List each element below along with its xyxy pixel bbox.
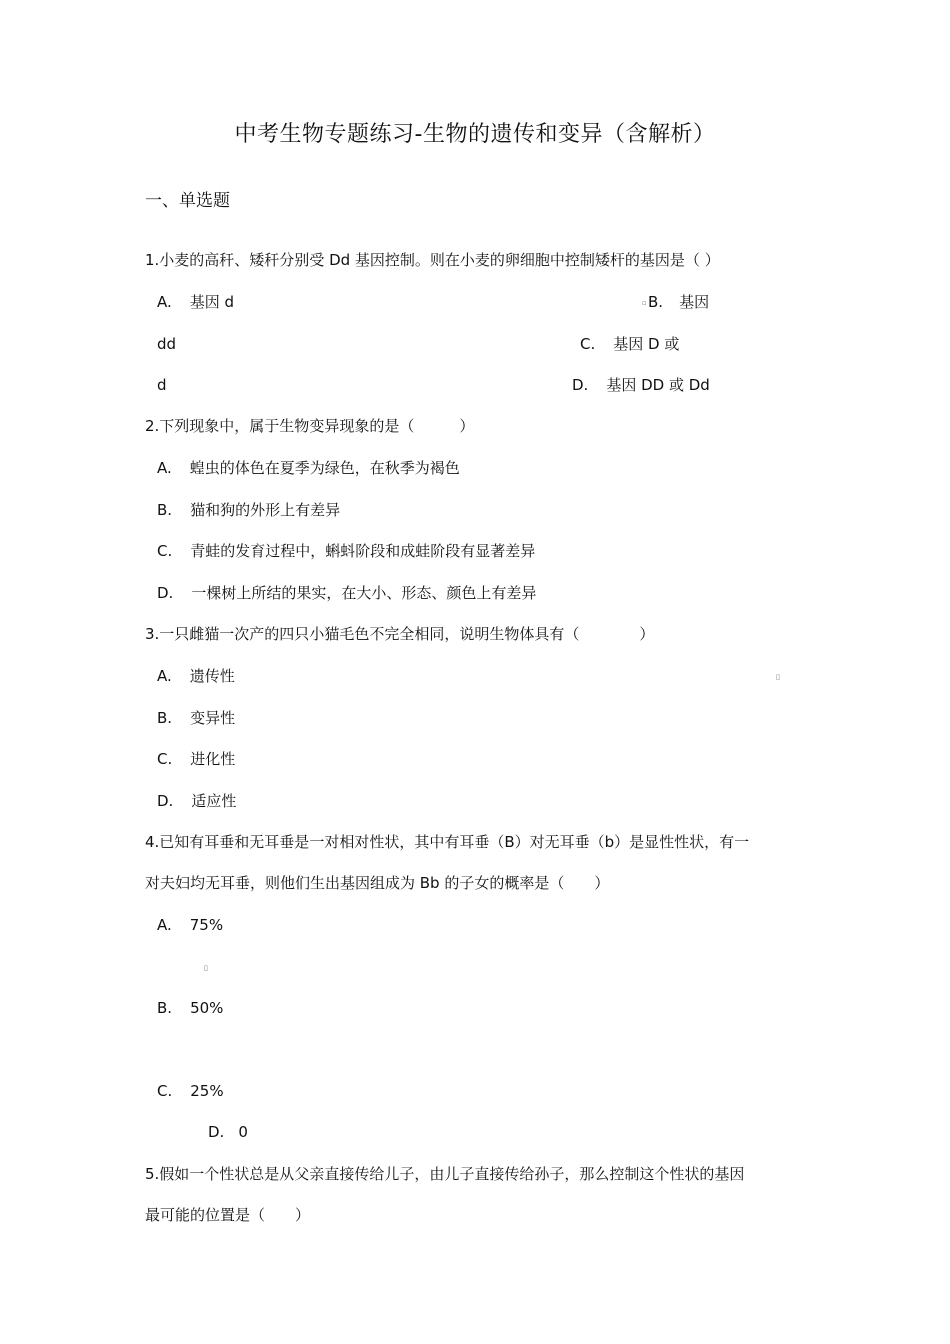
option-text: 基因 DD 或 Dd: [606, 376, 710, 394]
option-text: 75%: [189, 916, 224, 934]
option-text: 变异性: [190, 709, 236, 727]
option-letter: D.: [157, 792, 174, 810]
q4-option-c: [157, 1081, 224, 1101]
q1-option-b: [648, 292, 709, 312]
option-letter: B.: [157, 501, 173, 519]
q1-option-a: [157, 292, 234, 312]
option-text: 一棵树上所结的果实，在大小、形态、颜色上有差异: [191, 584, 537, 602]
option-text: 基因 D 或: [613, 335, 680, 353]
q1-option-c-continued: d: [157, 376, 167, 394]
q2-option-d: [157, 583, 536, 603]
option-letter: D.: [157, 584, 174, 602]
option-letter: A.: [157, 916, 172, 934]
q4-option-b: [157, 998, 223, 1018]
q3-option-a: [157, 666, 235, 686]
option-letter: C.: [580, 335, 596, 353]
option-letter: B.: [648, 293, 664, 311]
q2-option-b: [157, 500, 340, 520]
option-text: 遗传性: [189, 667, 235, 685]
question-4-stem-line-1: 4.已知有耳垂和无耳垂是一对相对性状，其中有耳垂（B）对无耳垂（b）是显性性状，有一: [145, 833, 750, 851]
option-letter: A.: [157, 293, 172, 311]
option-letter: B.: [157, 999, 173, 1017]
placeholder-glyph-icon: ▯: [204, 964, 208, 972]
q1-option-c: [580, 334, 679, 354]
option-text: 蝗虫的体色在夏季为绿色，在秋季为褐色: [189, 459, 460, 477]
page-title: 中考生物专题练习-生物的遗传和变异（含解析）: [234, 122, 716, 147]
q4-option-d: [208, 1122, 248, 1142]
option-text: 猫和狗的外形上有差异: [190, 501, 341, 519]
q1-option-d: [572, 375, 710, 395]
option-letter: C.: [157, 542, 173, 560]
option-text: 基因: [679, 293, 710, 311]
option-text: 0: [238, 1123, 248, 1141]
option-letter: C.: [157, 1082, 173, 1100]
option-letter: D.: [572, 376, 589, 394]
option-text: 进化性: [190, 750, 236, 768]
option-text: 适应性: [191, 792, 237, 810]
question-2-stem: 2.下列现象中，属于生物变异现象的是（ ）: [145, 417, 475, 435]
question-4-stem-line-2: 对夫妇均无耳垂，则他们生出基因组成为 Bb 的子女的概率是（ ）: [145, 874, 610, 892]
option-letter: D.: [208, 1123, 225, 1141]
q1-option-b-continued: dd: [157, 335, 177, 353]
q3-option-b: [157, 708, 235, 728]
question-5-stem-line-1: 5.假如一个性状总是从父亲直接传给儿子，由儿子直接传给孙子，那么控制这个性状的基因: [145, 1165, 745, 1183]
placeholder-glyph-icon: ▯: [776, 673, 780, 681]
q3-option-d: [157, 791, 236, 811]
section-heading: 一、单选题: [145, 191, 230, 211]
question-3-stem: 3.一只雌猫一次产的四只小猫毛色不完全相同，说明生物体具有（ ）: [145, 625, 655, 643]
q4-option-a: [157, 915, 223, 935]
option-letter: B.: [157, 709, 173, 727]
option-letter: C.: [157, 750, 173, 768]
q3-option-c: [157, 749, 235, 769]
option-letter: A.: [157, 459, 172, 477]
q2-option-c: [157, 541, 535, 561]
option-text: 青蛙的发育过程中，蝌蚪阶段和成蛙阶段有显著差异: [190, 542, 536, 560]
option-text: 50%: [190, 999, 224, 1017]
question-5-stem-line-2: 最可能的位置是（ ）: [145, 1206, 311, 1224]
option-letter: A.: [157, 667, 172, 685]
q2-option-a: [157, 458, 460, 478]
placeholder-glyph-icon: ▫: [642, 299, 647, 307]
option-text: 25%: [190, 1082, 224, 1100]
question-1-stem: 1.小麦的高秆、矮秆分别受 Dd 基因控制。则在小麦的卵细胞中控制矮杆的基因是（ ）: [145, 251, 720, 269]
option-text: 基因 d: [189, 293, 235, 311]
